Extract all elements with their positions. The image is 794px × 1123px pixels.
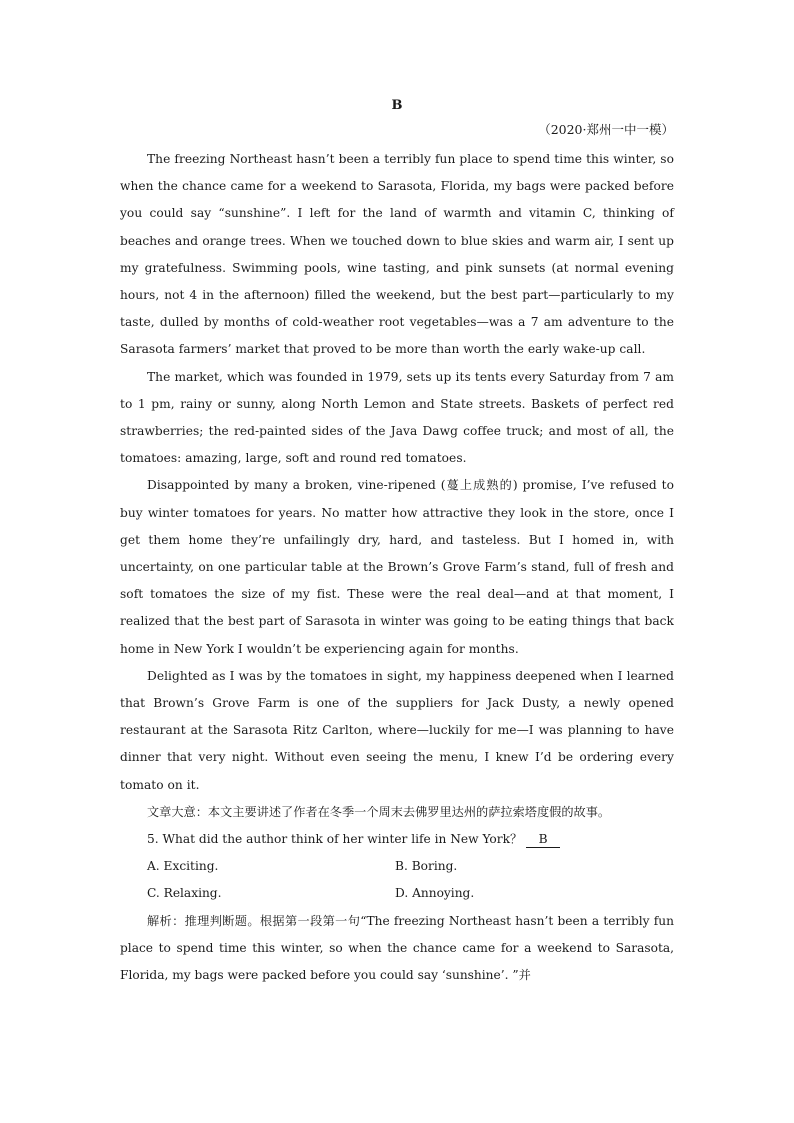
answer-options xyxy=(120,853,674,907)
exam-source: （2020·郑州一中一模） xyxy=(538,122,674,137)
option-c: C. Relaxing. xyxy=(147,886,222,901)
answer-blank: B xyxy=(526,831,560,848)
article-summary: 文章大意：本文主要讲述了作者在冬季一个周末去佛罗里达州的萨拉索塔度假的故事。 xyxy=(147,804,611,819)
options-row-2 xyxy=(147,880,674,907)
question-text: 5. What did the author think of her winter life in New York？ xyxy=(147,832,523,847)
passage-paragraph-1: The freezing Northeast hasn’t been a terribly fun place to spend time this winter, so when the chance came for a weekend to Sarasota, Florida, my bags were packed before you could say “sunshine”. I left for the land of warmth and vitamin C, thinking of beaches and orange trees. When we touched down to blue skies and warm air, I sent up my gratefulness. Swimming pools, wine tasting, and pink sunsets (at normal evening hours, not 4 in the afternoon) filled the weekend, but the best part—particularly to my taste, dulled by months of cold-weather root vegetables—was a 7 am adventure to the Sarasota farmers’ market that proved to be more than worth the early wake-up call. xyxy=(120,152,674,357)
passage-paragraph-4: Delighted as I was by the tomatoes in sight, my happiness deepened when I learned that Brown’s Grove Farm is one of the suppliers for Jack Dusty, a newly opened restaurant at the Sarasota Ritz Carlton, where—luckily for me—I was planning to have dinner that very night. Without even seeing the menu, I knew I’d be ordering every tomato on it. xyxy=(120,668,674,792)
option-b: B. Boring. xyxy=(395,859,458,874)
section-letter: B xyxy=(391,98,403,113)
question-5 xyxy=(120,826,674,853)
document-page xyxy=(120,96,674,989)
passage-paragraph-2: The market, which was founded in 1979, sets up its tents every Saturday from 7 am to 1 pm, rainy or sunny, along North Lemon and State streets. Baskets of perfect red strawberries; the red-painted sides of the Java Dawg coffee truck; and most of all, the tomatoes: amazing, large, soft and round red tomatoes. xyxy=(120,369,674,466)
options-row-1 xyxy=(147,853,674,880)
option-a: A. Exciting. xyxy=(147,859,219,874)
analysis-text: 解析：推理判断题。根据第一段第一句“The freezing Northeast hasn’t been a terribly fun place to spend time this winter, so when the chance came for a weekend to Sarasota, Florida, my bags were packed before you could say ‘sunshine’. ”并 xyxy=(120,913,674,983)
passage-paragraph-3: Disappointed by many a broken, vine-ripened (蔓上成熟的) promise, I’ve refused to buy winter tomatoes for years. No matter how attractive they look in the store, once I get them home they’re unfailingly dry, hard, and tasteless. But I homed in, with uncertainty, on one particular table at the Brown’s Grove Farm’s stand, full of fresh and soft tomatoes the size of my fist. These were the real deal—and at that moment, I realized that the best part of Sarasota in winter was going to be eating things that back home in New York I wouldn’t be experiencing again for months. xyxy=(120,478,674,656)
option-d: D. Annoying. xyxy=(395,886,475,901)
